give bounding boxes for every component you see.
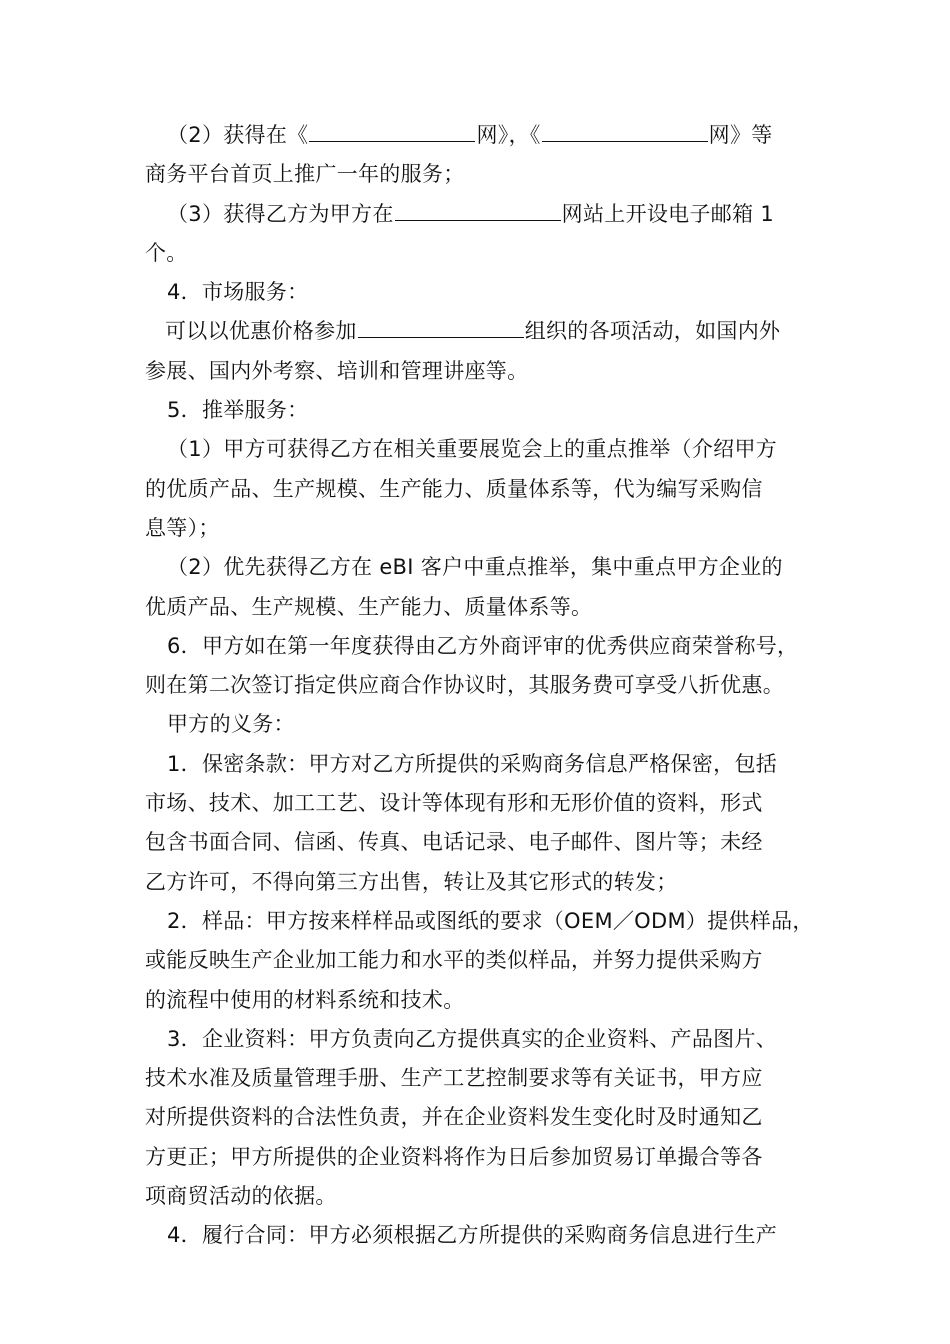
- paragraph-line: 技术水准及质量管理手册、生产工艺控制要求等有关证书，甲方应: [145, 1066, 763, 1091]
- paragraph-line: 则在第二次签订指定供应商合作协议时，其服务费可享受八折优惠。: [145, 673, 784, 698]
- fill-in-blank: [542, 119, 708, 142]
- fill-in-blank: [309, 119, 475, 142]
- paragraph-line: [145, 312, 810, 351]
- paragraph-line: 包含书面合同、信函、传真、电话记录、电子邮件、图片等；未经: [145, 830, 763, 855]
- paragraph-line: （1）甲方可获得乙方在相关重要展览会上的重点推举（介绍甲方: [167, 437, 778, 462]
- document-body: [145, 116, 814, 1256]
- text-segment: 网站上开设电子邮箱 1: [561, 201, 775, 226]
- text-segment: 网》，《: [476, 123, 541, 147]
- text-segment: 组织的各项活动，如国内外: [524, 319, 781, 344]
- paragraph-line: 1．保密条款：甲方对乙方所提供的采购商务信息严格保密，包括: [167, 751, 778, 776]
- paragraph-line: 4．履行合同：甲方必须根据乙方所提供的采购商务信息进行生产: [167, 1223, 778, 1248]
- text-segment: （3）获得乙方为甲方在: [167, 201, 394, 226]
- paragraph-line: [145, 116, 810, 155]
- fill-in-blank: [395, 198, 561, 221]
- paragraph-line: 乙方许可，不得向第三方出售，转让及其它形式的转发；: [145, 869, 678, 894]
- paragraph-line: 参展、国内外考察、培训和管理讲座等。: [145, 358, 529, 383]
- paragraph-line: 或能反映生产企业加工能力和水平的类似样品，并努力提供采购方: [145, 948, 763, 973]
- paragraph-line: （2）优先获得乙方在 eBI 客户中重点推举，集中重点甲方企业的: [167, 555, 783, 580]
- section-heading: 5．推举服务：: [167, 398, 309, 423]
- section-heading: 4．市场服务：: [167, 280, 309, 305]
- paragraph-line: 个。: [145, 240, 188, 265]
- paragraph-line: 的优质产品、生产规模、生产能力、质量体系等，代为编写采购信: [145, 476, 763, 501]
- paragraph-line: 6．甲方如在第一年度获得由乙方外商评审的优秀供应商荣誉称号，: [167, 633, 799, 658]
- paragraph-line: 3．企业资料：甲方负责向乙方提供真实的企业资料、产品图片、: [167, 1026, 778, 1051]
- paragraph-line: 优质产品、生产规模、生产能力、质量体系等。: [145, 594, 593, 619]
- fill-in-blank: [358, 315, 524, 338]
- paragraph-line: [145, 195, 810, 234]
- paragraph-line: 方更正；甲方所提供的企业资料将作为日后参加贸易订单撮合等各: [145, 1144, 763, 1169]
- section-heading: 甲方的义务：: [167, 712, 295, 737]
- paragraph-line: 对所提供资料的合法性负责，并在企业资料发生变化时及时通知乙: [145, 1105, 763, 1130]
- paragraph-line: 息等）；: [145, 515, 220, 540]
- paragraph-line: 市场、技术、加工工艺、设计等体现有形和无形价值的资料，形式: [145, 791, 763, 816]
- text-segment: 可以以优惠价格参加: [165, 319, 357, 344]
- paragraph-line: 2．样品：甲方按来样样品或图纸的要求（OEM／ODM）提供样品，: [167, 908, 814, 933]
- paragraph-line: 项商贸活动的依据。: [145, 1184, 337, 1209]
- paragraph-line: 商务平台首页上推广一年的服务；: [145, 162, 465, 187]
- text-segment: （2）获得在《: [167, 123, 309, 147]
- text-segment: 网》等: [708, 123, 773, 147]
- paragraph-line: 的流程中使用的材料系统和技术。: [145, 987, 465, 1012]
